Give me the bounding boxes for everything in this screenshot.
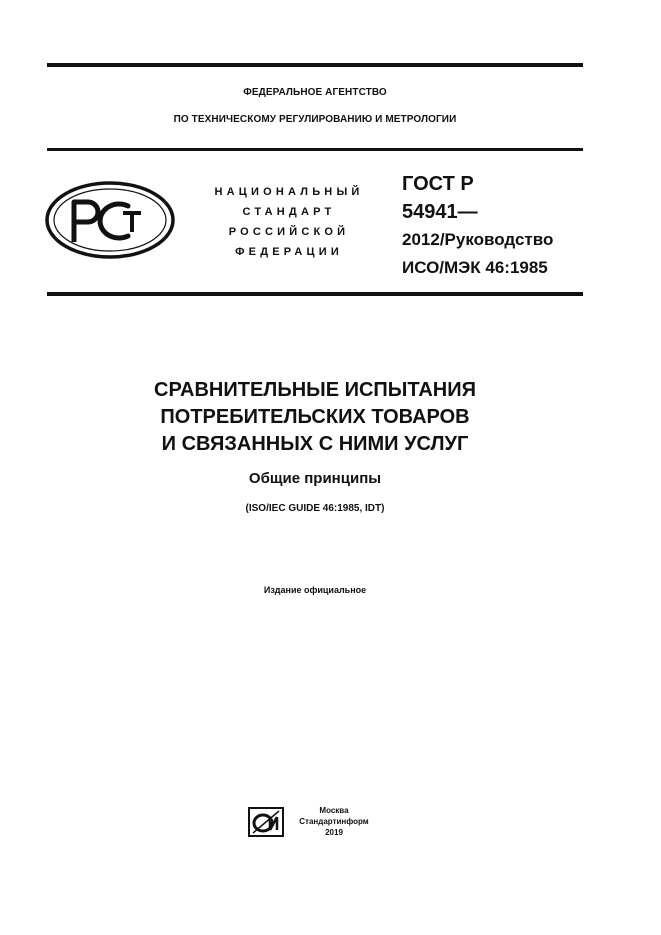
edition-note: Издание официальное — [263, 585, 367, 595]
national-standard-line-3: РОССИЙСКОЙ — [228, 226, 350, 238]
bottom-rule — [47, 292, 583, 296]
publisher-city: Москва — [319, 806, 349, 815]
designation-line-4: ИСО/МЭК 46:1985 — [402, 258, 548, 277]
standard-designation — [402, 170, 553, 282]
document-subtitle: Общие принципы — [248, 470, 382, 487]
agency-line-1: ФЕДЕРАЛЬНОЕ АГЕНТСТВО — [243, 87, 387, 98]
publisher-year: 2019 — [325, 828, 343, 837]
document-title — [47, 377, 583, 458]
national-standard-line-2: СТАНДАРТ — [242, 206, 336, 218]
title-line-2: ПОТРЕБИТЕЛЬСКИХ ТОВАРОВ — [160, 406, 470, 428]
designation-line-3: 2012/Руководство — [402, 230, 554, 249]
title-line-1: СРАВНИТЕЛЬНЫЕ ИСПЫТАНИЯ — [154, 379, 476, 401]
designation-line-2: 54941— — [402, 201, 478, 223]
title-line-3: И СВЯЗАННЫХ С НИМИ УСЛУГ — [161, 433, 469, 455]
national-standard-line-4: ФЕДЕРАЦИИ — [235, 246, 343, 258]
publisher-name: Стандартинформ — [299, 817, 369, 826]
publisher-block — [296, 805, 372, 838]
national-standard-block — [196, 182, 382, 262]
international-reference: (ISO/IEC GUIDE 46:1985, IDT) — [245, 503, 385, 514]
publisher-logo-icon — [248, 807, 284, 837]
rst-mark-icon — [44, 180, 176, 260]
agency-line-2: ПО ТЕХНИЧЕСКОМУ РЕГУЛИРОВАНИЮ И МЕТРОЛОГИИ — [173, 114, 457, 125]
top-rule — [47, 63, 583, 67]
middle-rule — [47, 148, 583, 151]
national-standard-line-1: НАЦИОНАЛЬНЫЙ — [214, 186, 364, 198]
designation-line-1: ГОСТ Р — [402, 173, 474, 195]
